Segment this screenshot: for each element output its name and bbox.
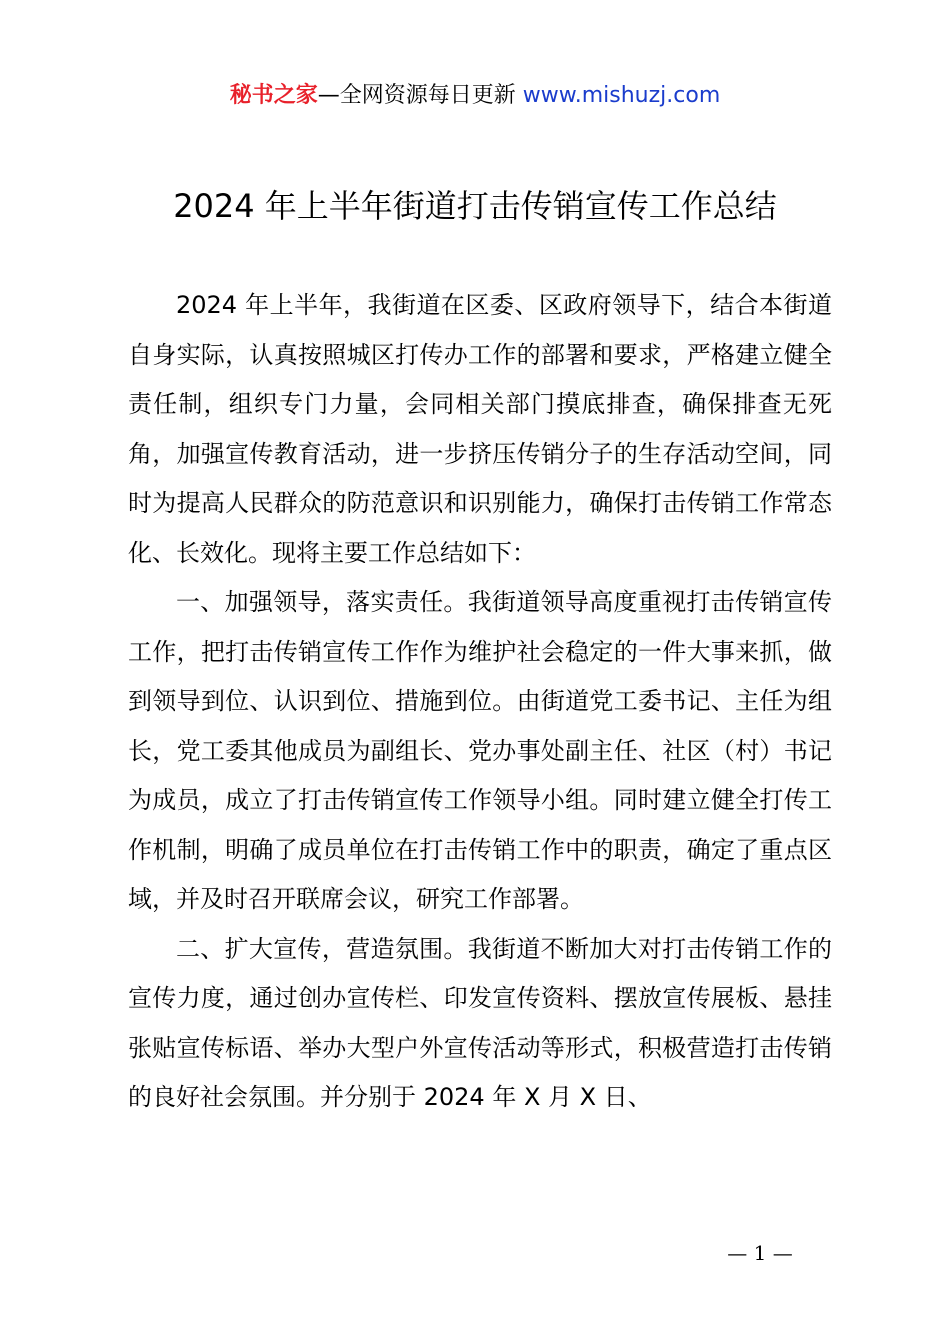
paragraph-intro: 2024 年上半年，我街道在区委、区政府领导下，结合本街道自身实际，认真按照城区打传办工作的部署和要求，严格建立健全责任制，组织专门力量，会同相关部门摸底排查，确保排查无死角，加强宣传教育活动，进一步挤压传销分子的生存活动空间，同时为提高人民群众的防范意识和识别能力，确保打击传销工作常态化、长效化。现将主要工作总结如下：	[128, 291, 832, 567]
paragraph-section-one: 一、加强领导，落实责任。我街道领导高度重视打击传销宣传工作，把打击传销宣传工作作为维护社会稳定的一件大事来抓，做到领导到位、认识到位、措施到位。由街道党工委书记、主任为组长，党工委其他成员为副组长、党办事处副主任、社区（村）书记为成员，成立了打击传销宣传工作领导小组。同时建立健全打传工作机制，明确了成员单位在打击传销工作中的职责，确定了重点区域，并及时召开联席会议，研究工作部署。	[128, 588, 832, 913]
site-header-banner	[0, 80, 950, 112]
site-tagline: —全网资源每日更新	[317, 83, 516, 108]
paragraph-section-two: 二、扩大宣传，营造氛围。我街道不断加大对打击传销工作的宣传力度，通过创办宣传栏、印发宣传资料、摆放宣传展板、悬挂张贴宣传标语、举办大型户外宣传活动等形式，积极营造打击传销的良好社会氛围。并分别于 2024 年 X 月 X 日、	[128, 934, 832, 1111]
page-number: — 1 —	[727, 1241, 793, 1265]
site-brand-name: 秘书之家	[229, 83, 318, 108]
document-title: 2024 年上半年街道打击传销宣传工作总结	[173, 187, 777, 225]
document-body	[128, 281, 832, 1123]
site-url-link[interactable]: www.mishuzj.com	[522, 83, 721, 108]
